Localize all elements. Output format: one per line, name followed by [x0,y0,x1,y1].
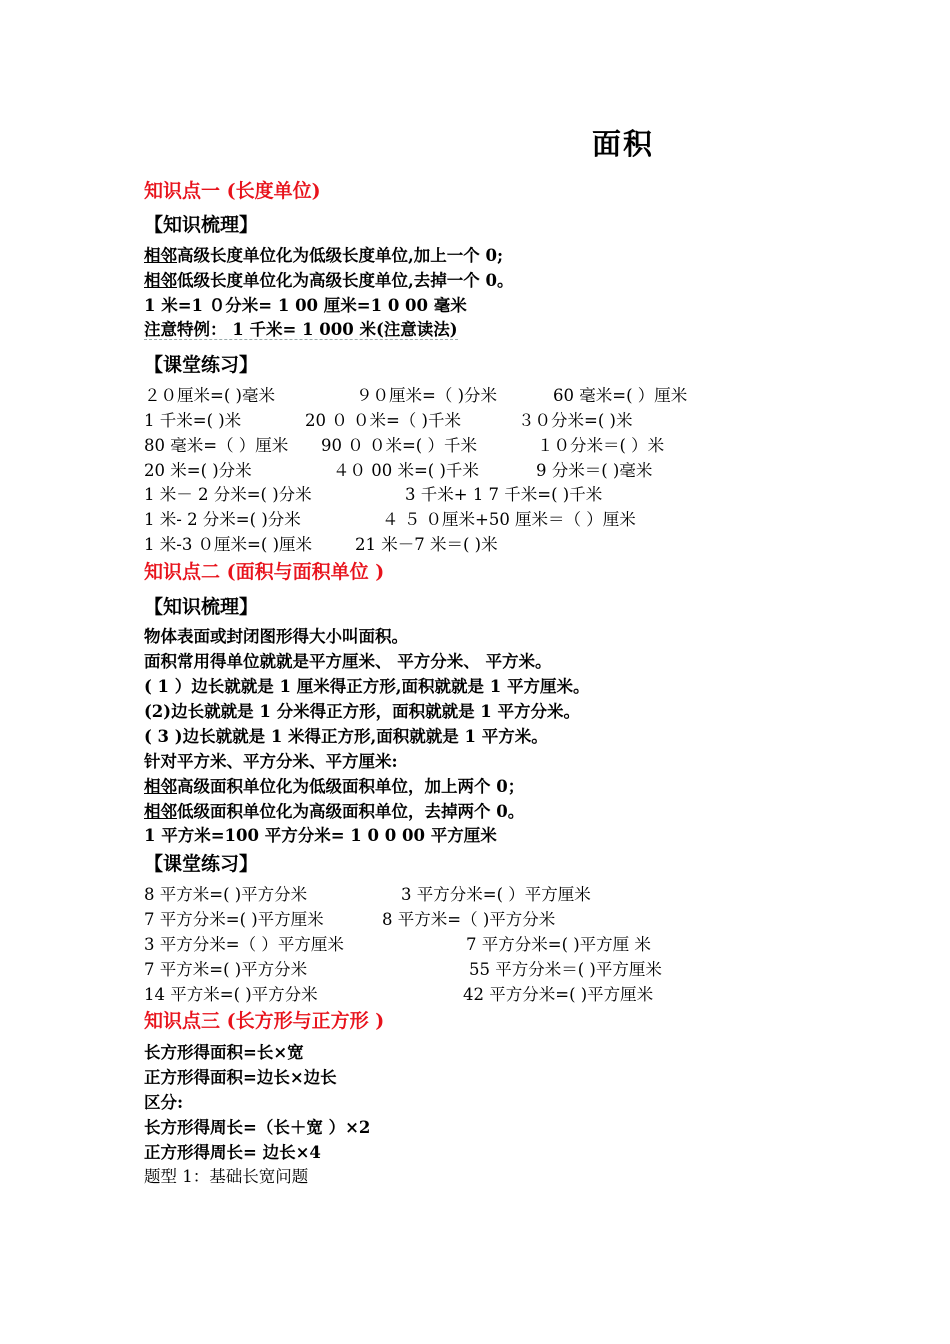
area-exercise-1-2: 3 平方分米=( ）平方厘米 [401,885,591,904]
exercise-4-2: ４０ 00 米=( )千米 [333,461,479,480]
area-exercise-2-2: 8 平方米=（ )平方分米 [382,910,556,929]
exercise-6-1: 1 米- 2 分米=( )分米 [144,510,301,529]
exercise-4-1: 20 米=( )分米 [144,461,252,480]
section2-line-5: ( 3 )边长就就是 1 米得正方形,面积就就是 1 平方米。 [144,727,548,746]
exercise-5-2: 3 千米+ 1 7 千米=( )千米 [405,485,603,504]
section2-line-7 [144,776,524,798]
exercise-2-3: ３０分米=( )米 [518,411,633,430]
section1-heading: 知识点一 (长度单位) [144,180,321,202]
exercise-1-3: 60 毫米=( ）厘米 [553,386,688,405]
section2-line-4: (2)边长就就是 1 分米得正方形，面积就就是 1 平方分米。 [144,702,581,721]
section2-practice-label: 【课堂练习】 [144,853,259,875]
exercise-4-3: 9 分米＝( )毫米 [536,461,653,480]
page-title: 面积 [592,127,655,161]
area-exercise-3-2: 7 平方分米=( )平方厘 米 [466,935,651,954]
section1-line-3: 1 米=1 ０分米= 1 00 厘米=1 0 00 毫米 [144,296,467,315]
exercise-3-1: 80 毫米=（ ）厘米 [144,436,289,455]
section1-review-label: 【知识梳理】 [144,214,259,236]
exercise-2-2: 20 ０ ０米=（ )千米 [305,411,461,430]
area-exercise-5-2: 42 平方分米=( )平方厘米 [463,985,654,1004]
area-exercise-1-1: 8 平方米=( )平方分米 [144,885,308,904]
section2-line-8 [144,801,524,823]
section2-heading: 知识点二 (面积与面积单位 ) [144,561,385,583]
section2-line-9: 1 平方米=100 平方分米= 1 0 0 00 平方厘米 [144,826,497,845]
section1-practice-label: 【课堂练习】 [144,354,259,376]
area-exercise-4-2: 55 平方分米＝( )平方厘米 [469,960,662,979]
section2-line-1: 物体表面或封闭图形得大小叫面积。 [144,627,408,646]
adjacent-prefix: 相邻 [144,271,177,290]
exercise-2-1: 1 千米=( )米 [144,411,242,430]
section1-line-1-text: 高级长度单位化为低级长度单位,加上一个 0; [177,246,504,265]
exercise-6-2: ４ ５ ０厘米+50 厘米＝（ ）厘米 [382,510,636,529]
adjacent-prefix: 相邻 [144,777,177,796]
section3-heading: 知识点三 (长方形与正方形 ) [144,1010,385,1032]
area-exercise-4-1: 7 平方米=( )平方分米 [144,960,308,979]
section2-line-2: 面积常用得单位就就是平方厘米、 平方分米、 平方米。 [144,652,552,671]
section3-line-1: 长方形得面积=长×宽 [144,1043,304,1062]
section1-line-2-text: 低级长度单位化为高级长度单位,去掉一个 0。 [177,271,514,290]
section2-review-label: 【知识梳理】 [144,596,259,618]
area-exercise-2-1: 7 平方分米=( )平方厘米 [144,910,324,929]
exercise-7-2: 21 米－7 米＝( )米 [355,535,498,554]
exercise-1-1: ２０厘米=( )毫米 [144,386,275,405]
exercise-3-2: 90 ０ ０米=( ）千米 [321,436,477,455]
exercise-1-2: ９０厘米=（ )分米 [356,386,498,405]
section2-line-6: 针对平方米、平方分米、平方厘米: [144,752,398,771]
question-type-label: 题型 1：基础长宽问题 [144,1167,309,1186]
area-exercise-5-1: 14 平方米=( )平方分米 [144,985,318,1004]
exercise-3-3: １０分米＝( ）米 [537,436,665,455]
adjacent-prefix: 相邻 [144,802,177,821]
section3-line-2: 正方形得面积=边长×边长 [144,1068,337,1087]
exercise-7-1: 1 米-3 ０厘米=( )厘米 [144,535,313,554]
adjacent-prefix: 相邻 [144,246,177,265]
section1-line-4 [144,319,458,341]
section2-line-8-text: 低级面积单位化为高级面积单位，去掉两个 0。 [177,802,525,821]
area-exercise-3-1: 3 平方分米=（ ）平方厘米 [144,935,344,954]
section1-line-2 [144,270,513,292]
section2-line-3: ( 1 ）边长就就是 1 厘米得正方形,面积就就是 1 平方厘米。 [144,677,590,696]
section2-line-7-text: 高级面积单位化为低级面积单位，加上两个 0； [177,777,525,796]
section3-line-4: 长方形得周长=（长＋宽 ）×2 [144,1118,371,1137]
section1-line-4-text: 注意特例： 1 千米= 1 000 米(注意读法) [144,320,458,339]
exercise-5-1: 1 米－ 2 分米=( )分米 [144,485,312,504]
section1-line-1 [144,245,503,267]
section3-line-3: 区分: [144,1093,184,1112]
section3-line-5: 正方形得周长= 边长×4 [144,1143,321,1162]
